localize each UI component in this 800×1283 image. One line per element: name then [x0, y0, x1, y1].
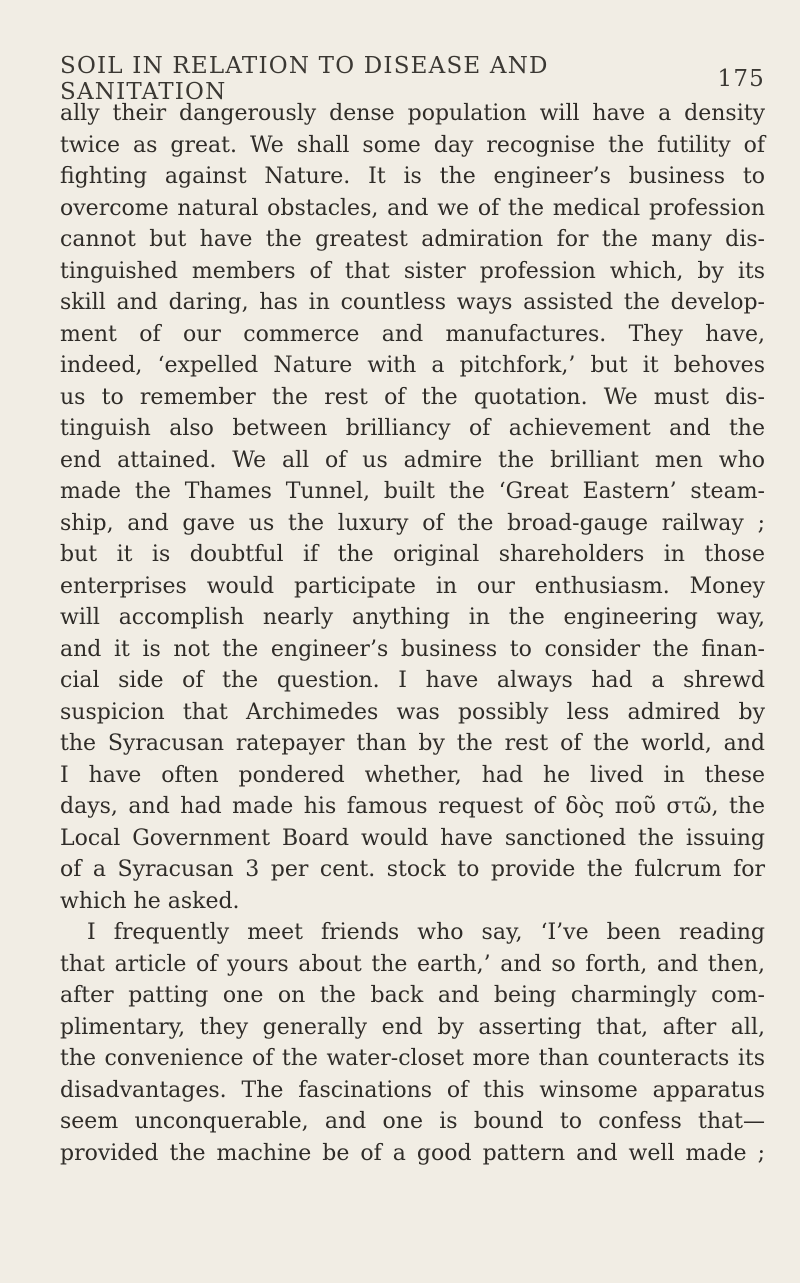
text-line: tinguish also between brilliancy of achievement and the [60, 416, 765, 441]
text-line: ment of our commerce and manufactures. They have, [60, 321, 765, 347]
text-line: indeed, ‘expelled Nature with a pitchfork,’ but it behoves [60, 353, 765, 378]
paragraph-start-line: I frequently meet friends who say, ‘I’ve been reading [87, 920, 765, 945]
page-number: 175 [717, 66, 765, 92]
text-line: and it is not the engineer’s business to consider the finan- [60, 636, 765, 662]
running-head-title: SOIL IN RELATION TO DISEASE AND SANITATION [60, 53, 549, 105]
text-line: provided the machine be of a good pattern and well made ; [60, 1140, 765, 1166]
text-line: Local Government Board would have sanctioned the issuing [60, 825, 765, 851]
text-line: fighting against Nature. It is the engineer’s business to [60, 164, 765, 189]
text-line: of a Syracusan 3 per cent. stock to provide the fulcrum for [60, 857, 765, 882]
text-line: skill and daring, has in countless ways assisted the develop- [60, 290, 765, 315]
text-line: cannot but have the greatest admiration for the many dis- [60, 227, 765, 252]
text-line: ally their dangerously dense population will have a density [60, 101, 765, 126]
text-line: ship, and gave us the luxury of the broad-gauge railway ; [60, 510, 765, 536]
text-line: tinguished members of that sister profession which, by its [60, 258, 765, 284]
text-line: us to remember the rest of the quotation. We must dis- [60, 384, 765, 410]
text-line: twice as great. We shall some day recognise the futility of [60, 132, 765, 158]
text-line: seem unconquerable, and one is bound to confess that— [60, 1109, 765, 1134]
paragraph-end-line: which he asked. [60, 888, 240, 914]
text-line: will accomplish nearly anything in the engineering way, [60, 605, 765, 630]
text-line: after patting one on the back and being charmingly com- [60, 983, 765, 1008]
text-line: but it is doubtful if the original shareholders in those [60, 542, 765, 567]
text-line: plimentary, they generally end by asserting that, after all, [60, 1014, 765, 1040]
text-line: disadvantages. The fascinations of this winsome apparatus [60, 1077, 765, 1103]
text-line: days, and had made his famous request of δὸς ποῦ στῶ, the [60, 794, 765, 819]
text-line: overcome natural obstacles, and we of the medical profession [60, 195, 765, 221]
text-line: end attained. We all of us admire the brilliant men who [60, 447, 765, 473]
text-line: the Syracusan ratepayer than by the rest of the world, and [60, 731, 765, 756]
text-line: enterprises would participate in our enthusiasm. Money [60, 573, 765, 599]
text-line: suspicion that Archimedes was possibly less admired by [60, 699, 765, 725]
running-head [60, 53, 765, 105]
text-line: made the Thames Tunnel, built the ‘Great Eastern’ steam- [60, 479, 765, 504]
text-line: cial side of the question. I have always had a shrewd [60, 668, 765, 693]
text-line: that article of yours about the earth,’ and so forth, and then, [60, 951, 765, 977]
body-text [60, 98, 765, 1169]
text-line: the convenience of the water-closet more than counteracts its [60, 1046, 765, 1071]
text-line: I have often pondered whether, had he lived in these [60, 762, 765, 788]
